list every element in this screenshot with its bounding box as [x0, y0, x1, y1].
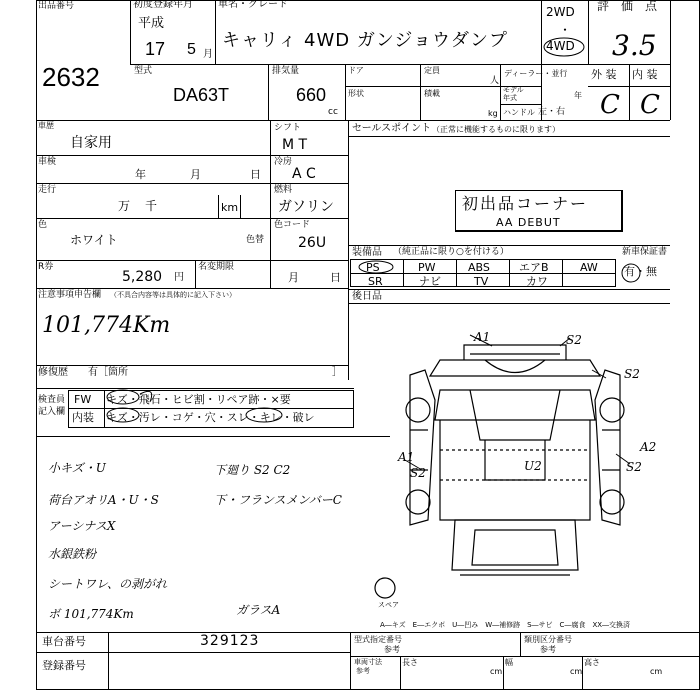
exterior-grade: C: [600, 90, 620, 120]
equipment-ps: PS: [366, 261, 380, 274]
displacement-label: 排気量: [272, 66, 300, 76]
spare-label: スペア: [378, 601, 399, 609]
model-year-unit: 年: [574, 91, 582, 100]
warranty-circle: [620, 262, 642, 284]
model-year-label-2: 年式: [503, 94, 517, 102]
model-code: DA63T: [173, 85, 230, 105]
inspector-note-right-1: 下廻り S2 C2: [214, 463, 291, 477]
warranty-value: 有・無: [624, 265, 657, 278]
inspection-marks: [100, 388, 360, 430]
fw-items: キズ・飛石・ヒビ割・リペア跡・×要: [106, 393, 291, 406]
diagram-mark-s-right: S2: [626, 460, 642, 474]
interior-grade: C: [640, 90, 660, 120]
diagram-mark-a1: A1: [474, 330, 491, 344]
registration-month: 5: [187, 41, 196, 58]
repair-history-value: 有［箇所: [88, 367, 128, 378]
repair-history-close: ］: [332, 367, 342, 378]
era: 平成: [138, 16, 165, 31]
recycle-unit: 円: [174, 272, 184, 283]
mileage-unit: km: [221, 201, 239, 214]
equipment-aw: AW: [580, 261, 598, 274]
inspector-note-4: 水銀鉄粉: [48, 547, 97, 561]
shift-label: シフト: [274, 123, 302, 133]
diagram-mark-s-left: S2: [410, 466, 426, 480]
color-change-label: 色替: [246, 235, 265, 245]
recycle-expiry-label: 名変期限: [198, 262, 235, 272]
registration-number-label: 登録番号: [42, 659, 86, 672]
drive-4wd: 4WD: [546, 39, 575, 53]
drive-2wd: 2WD: [546, 5, 575, 19]
load-label: 積載: [424, 89, 440, 98]
diagram-mark-u2: U2: [524, 459, 542, 473]
shift: M T: [282, 137, 308, 153]
inspector-label: 検査員: [38, 395, 66, 405]
registration-year: 17: [145, 39, 166, 59]
equipment-sr: SR: [368, 275, 383, 288]
chassis-number-label: 車台番号: [42, 635, 86, 648]
exterior-label: 外 装: [591, 68, 617, 81]
handle-label: ハンドル: [503, 108, 535, 117]
interior-row-label: 内装: [72, 411, 94, 424]
color: ホワイト: [70, 233, 118, 247]
height-unit: cm: [650, 667, 663, 676]
interior-row-items: キズ・汚レ・コゲ・穴・スレ・キレ・破レ: [106, 411, 315, 424]
usage: 自家用: [70, 135, 112, 151]
equipment-leather: カワ: [526, 275, 548, 288]
usage-label: 車歴: [38, 121, 54, 130]
displacement: 660: [296, 85, 327, 105]
height-label: 高さ: [584, 658, 600, 667]
equipment-abs: ABS: [468, 261, 490, 274]
dimensions-reference: 参考: [356, 667, 370, 675]
length-unit: cm: [490, 667, 503, 676]
color-code: 26U: [298, 235, 327, 251]
model-label: 型式: [134, 66, 153, 76]
notes-label: 注意事項申告欄: [38, 290, 102, 300]
repair-history-label: 修復歴: [38, 367, 68, 378]
inspection-year-unit: 年: [135, 168, 146, 181]
handle-value: 左・右: [538, 107, 566, 117]
car-name-label: 車名・グレード: [218, 0, 288, 10]
width-label: 幅: [505, 658, 513, 667]
selling-points-sublabel: （正常に機能するものに限ります）: [432, 125, 560, 134]
lot-number-label: 出品番号: [38, 1, 75, 11]
inspection-label: 車検: [38, 157, 57, 167]
door-label: ドア: [348, 66, 364, 75]
notes-sublabel: （不具合内容等は具体的に記入下さい）: [110, 291, 236, 299]
lot-number: 2632: [42, 62, 100, 92]
chassis-number: 329123: [200, 633, 260, 649]
drive-4wd-circle: [541, 36, 589, 58]
mileage-sen: 千: [145, 199, 158, 213]
overall-score: 3.5: [612, 29, 657, 62]
inspector-note-right-2: 下・フランスメンバーC: [214, 493, 342, 507]
month-unit: 月: [203, 49, 213, 60]
equipment-sublabel: （純正品に限り○を付ける）: [393, 247, 509, 257]
inspector-note-3: アーシナスX: [48, 519, 116, 533]
color-code-label: 色コード: [274, 220, 311, 230]
mileage-man: 万: [118, 199, 131, 213]
later-parts-label: 後日品: [352, 291, 382, 302]
fuel: ガソリン: [278, 199, 334, 215]
width-unit: cm: [570, 667, 583, 676]
diagram-mark-s2-top: S2: [566, 333, 582, 347]
equipment-pw: PW: [418, 261, 436, 274]
inspector-note-6: ボ 101,774Km: [48, 607, 134, 621]
equipment-label: 装備品: [352, 247, 382, 258]
displacement-unit: cc: [328, 107, 338, 117]
first-registration-label: 初度登録年月: [133, 0, 193, 10]
car-name: キャリィ 4WD ガンジョウダンプ: [222, 30, 509, 51]
model-year-label: モデル: [503, 86, 524, 94]
inspector-note-5: シートワレ、の剥がれ: [48, 577, 168, 591]
recycle-expiry-month: 月: [288, 271, 299, 284]
drive-separator: ・: [559, 23, 572, 37]
recycle-expiry-day: 日: [330, 271, 341, 284]
score-label: 評 価 点: [597, 0, 658, 13]
interior-label: 内 装: [632, 68, 658, 81]
capacity-unit: 人: [490, 76, 500, 86]
diagram-mark-a2: A2: [640, 440, 657, 454]
equipment-airbag: エアB: [519, 261, 549, 274]
fw-label: FW: [74, 393, 92, 406]
mileage-label: 走行: [38, 185, 57, 195]
category-number-reference: 参考: [540, 645, 556, 654]
dealer-label: ディーラー・並行: [504, 69, 568, 78]
color-label: 色: [38, 220, 48, 230]
shape-label: 形状: [348, 89, 364, 98]
damage-legend: A―キズ E―エクボ U―凹み W―補修跡 S―サビ C―腐食 XX―交換済: [380, 621, 631, 629]
inspection-month-unit: 月: [190, 168, 201, 181]
inspection-day-unit: 日: [250, 168, 261, 181]
inspector-label-2: 記入欄: [38, 407, 66, 417]
length-label: 長さ: [402, 658, 418, 667]
capacity-label: 定員: [424, 66, 440, 75]
inspector-note-2: 荷台アオリA・U・S: [48, 493, 159, 507]
inspector-note-1: 小キズ・U: [48, 461, 106, 475]
recycle-label: R券: [38, 262, 54, 272]
category-number-label: 類別区分番号: [524, 635, 572, 644]
diagram-mark-a1-left: A1: [398, 450, 415, 464]
equipment-ps-circle: [352, 259, 402, 275]
notes-mileage-handwritten: 101,774Km: [42, 313, 171, 338]
model-designation-reference: 参考: [384, 645, 400, 654]
equipment-tv: TV: [474, 275, 489, 288]
aircon-label: 冷房: [274, 157, 293, 167]
model-designation-label: 型式指定番号: [354, 635, 402, 644]
recycle-amount: 5,280: [122, 269, 163, 285]
aircon: A C: [292, 166, 316, 182]
warranty-label: 新車保証書: [622, 247, 668, 257]
dimensions-label: 車両寸法: [354, 658, 382, 666]
diagram-mark-s2-right: S2: [624, 367, 640, 381]
selling-points-label: セールスポイント: [352, 123, 432, 134]
debut-stamp-subtitle: AA DEBUT: [496, 216, 561, 229]
fuel-label: 燃料: [274, 185, 293, 195]
equipment-navi: ナビ: [419, 275, 441, 288]
inspector-note-right-3: ガラスA: [236, 603, 281, 617]
debut-stamp-title: 初出品コーナー: [462, 194, 589, 213]
load-unit: kg: [488, 109, 498, 118]
